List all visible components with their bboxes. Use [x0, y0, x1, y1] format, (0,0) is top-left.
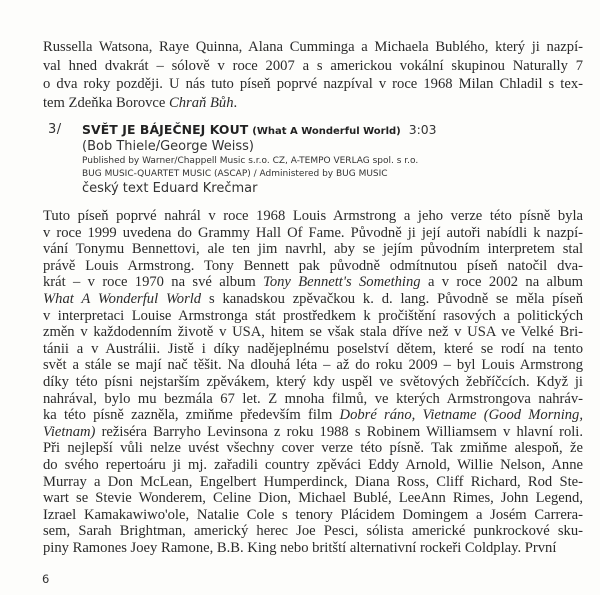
publishing-line: Published by Warner/Chappell Music s.r.o. CZ, A-TEMPO VERLAG spol. s r.o.	[82, 156, 419, 166]
text-run: Tuto píseň poprvé nahrál v roce 1968 Louis Armstrong a jeho verze této písně byla	[43, 208, 583, 224]
text-line	[43, 341, 583, 358]
text-run: v interpretaci Louise Armstronga stát prostředkem k pročištění rasových a politických	[43, 307, 583, 324]
track-title-line	[82, 122, 592, 138]
track-info	[82, 122, 592, 197]
italic-title: Vietnam)	[43, 423, 96, 440]
text-line	[43, 241, 583, 258]
text-line	[43, 225, 583, 242]
text-run: tánii a v Austrálii. Jistě i díky nadějeplnému poselství dětem, které se rodí na tento	[43, 340, 583, 357]
text-line: val hned dvakrát – sólově v roce 2007 a s americkou vokální skupinou Naturally 7	[43, 57, 583, 74]
text-line	[43, 440, 583, 457]
italic-title: What A Wonderful World	[43, 290, 202, 307]
intro-paragraph	[43, 38, 583, 112]
track-duration: 3:03	[408, 122, 437, 137]
text-line	[43, 208, 583, 225]
text-run: piny Ramones Joey Ramone, B.B. King nebo britští alternativní rockeři Coldplay. První	[43, 539, 557, 556]
text-run: ka této písně zazněla, zmiňme především film	[43, 407, 340, 424]
text-line	[43, 424, 583, 441]
text-line	[43, 308, 583, 325]
text-line: Russella Watsona, Raye Quinna, Alana Cumminga a Michaela Bublého, který ji nazpí-	[43, 39, 583, 55]
text-line	[43, 357, 583, 374]
page-number: 6	[42, 572, 50, 586]
text-run: Izrael Kamakawiwo'ole, Natalie Cole s tenory Plácidem Domingem a Josém Carrera-	[43, 506, 583, 523]
text-run: tem Zdeňka Borovce	[43, 94, 170, 111]
publishing-line: BUG MUSIC-QUARTET MUSIC (ASCAP) / Administered by BUG MUSIC	[82, 168, 388, 179]
track-title: SVĚT JE BÁJEČNEJ KOUT	[82, 122, 249, 137]
text-run: sem, Sarah Brightman, americký herec Joe Pesci, sólista americké punkrockové sku-	[43, 523, 583, 540]
text-line	[43, 457, 583, 474]
text-run: s kanadskou zpěvačkou k. d. lang. Původně se měla píseň	[201, 290, 583, 307]
text-line	[43, 324, 583, 341]
text-run: wart se Stevie Wonderem, Celine Dion, Michael Bublé, LeeAnn Rimes, John Legend,	[43, 490, 583, 507]
text-run: krát – v roce 1970 na své album	[43, 274, 264, 291]
text-line	[43, 94, 583, 113]
text-run: právě Louis Armstrong. Tony Bennett pak původně odmítnutou píseň natočil dva-	[43, 257, 583, 274]
text-line	[43, 258, 583, 275]
track-authors: (Bob Thiele/George Weiss)	[82, 139, 254, 154]
text-line	[43, 407, 583, 424]
text-line	[43, 540, 583, 557]
text-line	[43, 374, 583, 391]
text-run: v roce 1999 uvedena do Grammy Hall Of Fame. Původně ji její autoři nabídli k nazpí-	[43, 224, 583, 241]
text-run: vání Tonymu Bennettovi, ale ten jim navrhl, aby se jejím původním interpretem stal	[43, 241, 583, 258]
text-line	[43, 507, 583, 524]
text-run: .	[233, 94, 238, 111]
track-original-title: (What A Wonderful World)	[252, 126, 401, 137]
italic-title: Dobré ráno, Vietname (Good Morning,	[339, 407, 583, 424]
text-run: svět a stále se mají nač těšit. Na dlouhá léta – až do roku 2009 – byl Louis Armstrong	[43, 357, 583, 374]
track-number: 3/	[48, 122, 62, 137]
text-line	[43, 391, 583, 408]
italic-title: Tony Bennett's Something	[263, 274, 421, 291]
text-run: režiséra Barryho Levinsona z roku 1988 s Robinem Williamsem v hlavní roli.	[95, 423, 583, 440]
text-line	[43, 274, 583, 291]
text-line	[43, 291, 583, 308]
text-line	[43, 523, 583, 540]
song-title-italic: Chraň Bůh	[169, 94, 234, 111]
text-line: o dva roky později. U nás tuto píseň poprvé nazpíval v roce 1968 Milan Chladil s tex-	[43, 76, 583, 92]
text-run: Při nejlepší vůli nelze uvést všechny cover verze této písně. Tak zmiňme alespoň, že	[43, 440, 583, 457]
text-line	[43, 474, 583, 491]
text-run: změn v každodenním životě v USA, hitem se však stala dříve než v USA ve Velké Bri-	[43, 324, 583, 341]
text-run: nahrával, bylo mu bezmála 67 let. Z mnoha filmů, ve kterých Armstrongova nahráv-	[43, 390, 583, 407]
text-run: a v roce 2002 na album	[420, 274, 583, 291]
main-paragraph	[43, 208, 583, 556]
text-run: Murray a Don McLean, Engelbert Humperdinck, Diana Ross, Cliff Richard, Rod Ste-	[43, 473, 583, 490]
text-line	[43, 490, 583, 507]
text-run: díky této písni nejstarším zpěvákem, který kdy uspěl ve světových žebříčcích. Když ji	[43, 373, 583, 390]
czech-lyrics-credit: český text Eduard Krečmar	[82, 181, 258, 196]
track-header	[48, 122, 593, 202]
text-run: do svého repertoáru ji mj. zařadili country zpěváci Eddy Arnold, Willie Nelson, Anne	[43, 456, 583, 473]
